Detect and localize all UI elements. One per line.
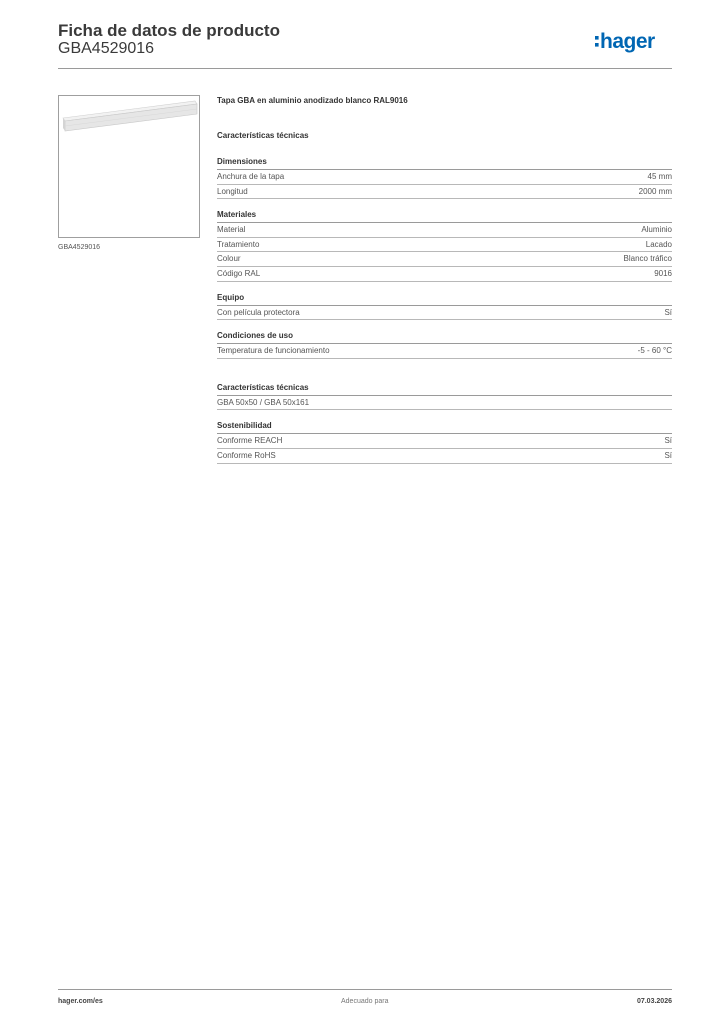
section-title: Condiciones de uso bbox=[217, 331, 672, 344]
section-dimensions bbox=[217, 157, 672, 199]
section-title: Características técnicas bbox=[217, 383, 672, 396]
table-row: Longitud 2000 mm bbox=[217, 185, 672, 200]
section-materials bbox=[217, 210, 672, 281]
table-row: Material Aluminio bbox=[217, 223, 672, 238]
product-image-frame bbox=[58, 95, 200, 238]
section-sustainability bbox=[217, 421, 672, 463]
table-row: Con película protectora Sí bbox=[217, 306, 672, 321]
brand-wordmark: hager bbox=[600, 30, 655, 53]
table-row: Anchura de la tapa 45 mm bbox=[217, 170, 672, 185]
page-title: Ficha de datos de producto bbox=[58, 21, 280, 40]
section-equipment bbox=[217, 293, 672, 321]
technical-heading: Características técnicas bbox=[217, 131, 309, 140]
table-row: Conforme REACH Sí bbox=[217, 434, 672, 449]
section-title: Sostenibilidad bbox=[217, 421, 672, 434]
table-row: Código RAL 9016 bbox=[217, 267, 672, 282]
table-row: Colour Blanco tráfico bbox=[217, 252, 672, 267]
section-title: Equipo bbox=[217, 293, 672, 306]
table-row: Conforme RoHS Sí bbox=[217, 449, 672, 464]
section-technical bbox=[217, 383, 672, 411]
hager-logo bbox=[594, 28, 674, 54]
footer-date: 07.03.2026 bbox=[636, 998, 672, 1005]
section-title: Materiales bbox=[217, 210, 672, 223]
header-divider bbox=[58, 68, 672, 69]
section-title: Dimensiones bbox=[217, 157, 672, 170]
product-cover-image bbox=[59, 96, 201, 239]
image-caption: GBA4529016 bbox=[58, 244, 101, 251]
footer-divider bbox=[58, 989, 672, 990]
product-code: GBA4529016 bbox=[58, 40, 155, 57]
specifications-panel bbox=[217, 95, 672, 464]
section-usage-conditions bbox=[217, 331, 672, 359]
footer-website: hager.com/es bbox=[58, 998, 103, 1005]
table-row: GBA 50x50 / GBA 50x161 bbox=[217, 396, 672, 411]
table-row: Temperatura de funcionamiento -5 - 60 °C bbox=[217, 344, 672, 359]
table-row: Tratamiento Lacado bbox=[217, 238, 672, 253]
product-description: Tapa GBA en aluminio anodizado blanco RAL9016 bbox=[217, 96, 408, 105]
footer-note: Adecuado para bbox=[341, 998, 389, 1005]
